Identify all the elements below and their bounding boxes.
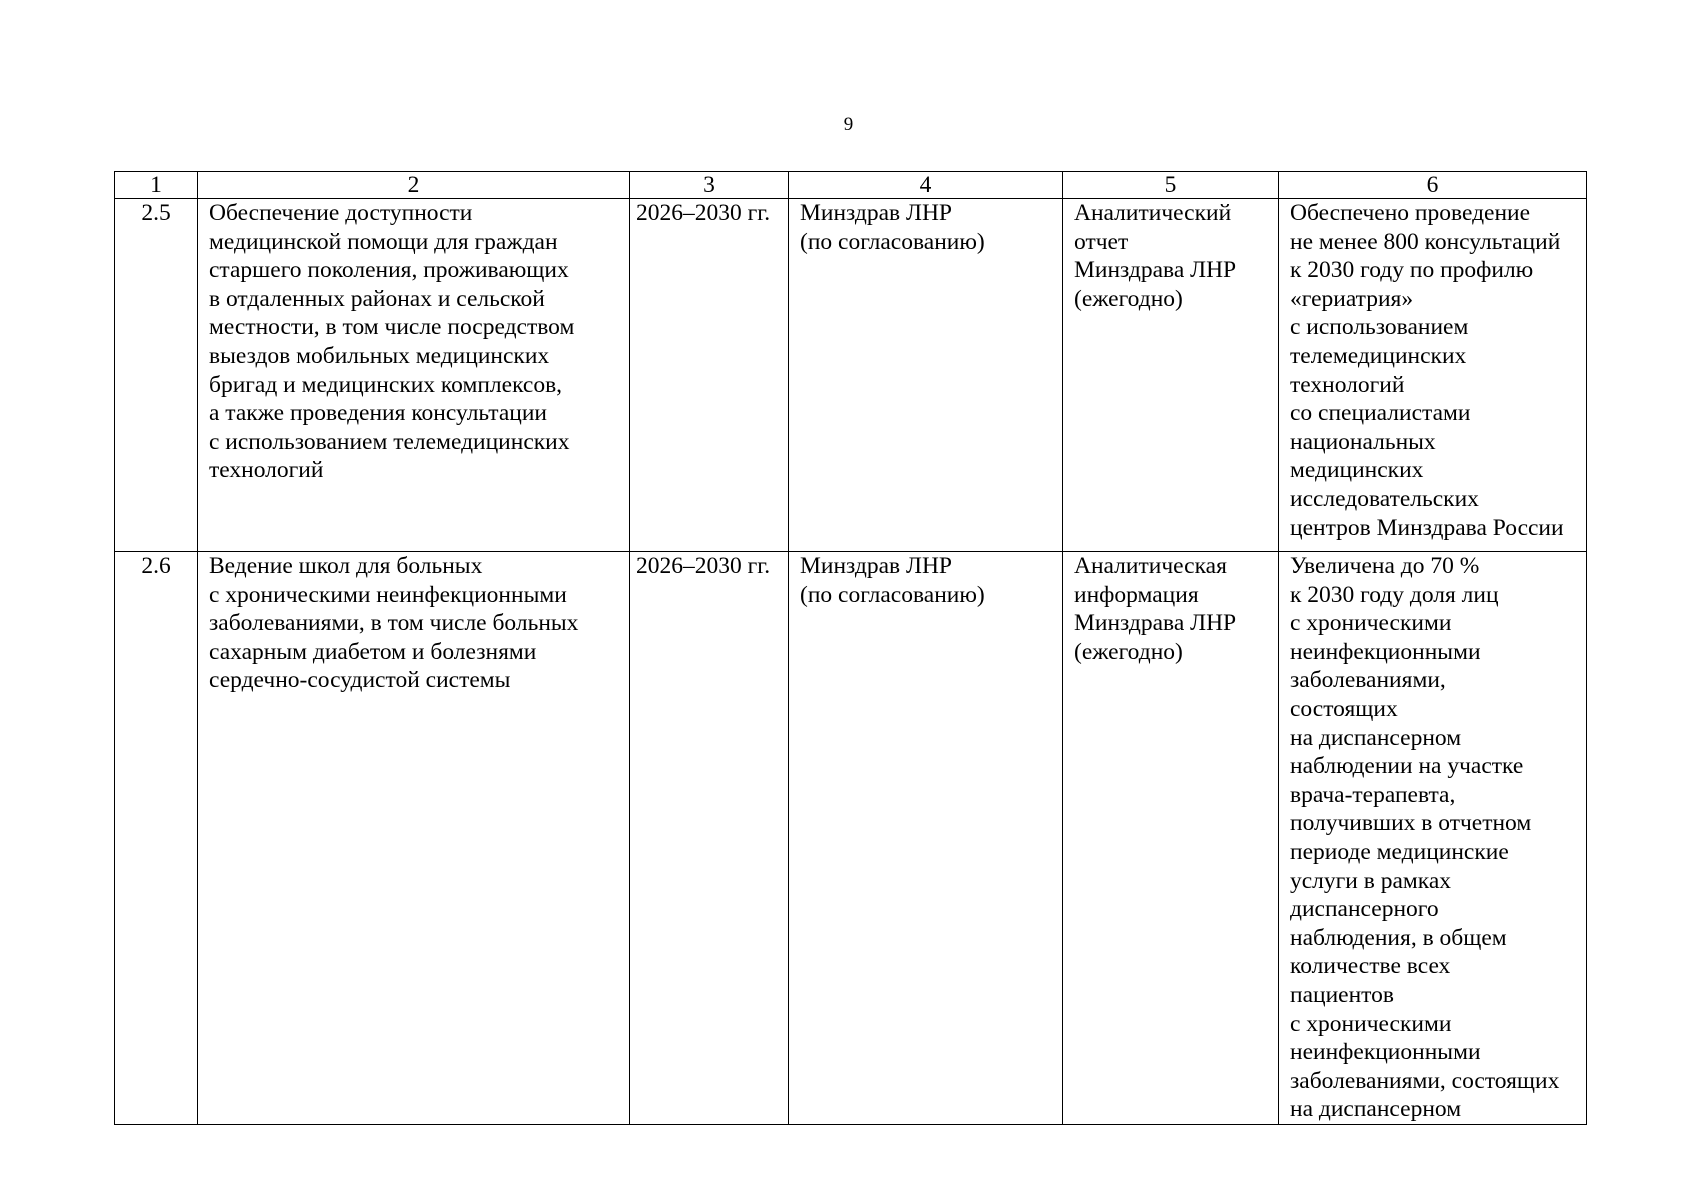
- result-line: состоящих: [1290, 695, 1398, 722]
- activity-line: Ведение школ для больных: [209, 553, 483, 579]
- responsible-line: Минздрав ЛНР: [800, 553, 952, 579]
- result-line: с хроническими: [1290, 610, 1452, 637]
- report-line: отчет: [1074, 228, 1129, 255]
- activity-cell: [198, 552, 630, 1125]
- result-cell: [1279, 552, 1587, 1125]
- result-line: национальных: [1290, 428, 1436, 455]
- result-cell: [1279, 199, 1587, 552]
- activity-cell: [198, 199, 630, 552]
- table-row: [115, 552, 1587, 1125]
- activity-line: в отдаленных районах и сельской: [209, 285, 545, 312]
- result-line: заболеваниями, состоящих: [1290, 1067, 1560, 1094]
- responsible-line: (по согласованию): [800, 581, 985, 608]
- result-line: Увеличена до 70 %: [1290, 553, 1480, 579]
- report-line: (ежегодно): [1074, 638, 1183, 665]
- result-line: медицинских: [1290, 457, 1424, 484]
- responsible-cell: [789, 199, 1063, 552]
- responsible-line: (по согласованию): [800, 228, 985, 255]
- activity-line: а также проведения консультации: [209, 400, 547, 427]
- result-line: получивших в отчетном: [1290, 810, 1532, 837]
- report-line: информация: [1074, 581, 1199, 608]
- report-line: Аналитическая: [1074, 553, 1227, 579]
- result-line: количестве всех: [1290, 953, 1451, 980]
- activity-line: Обеспечение доступности: [209, 200, 473, 226]
- report-line: Аналитический: [1074, 200, 1232, 226]
- period-cell: 2026–2030 гг.: [630, 552, 789, 1125]
- column-header: 2: [198, 172, 630, 199]
- table-header-row: [115, 172, 1587, 199]
- report-cell: [1063, 552, 1279, 1125]
- column-header: 4: [789, 172, 1063, 199]
- result-line: на диспансерном: [1290, 1096, 1462, 1123]
- result-line: на диспансерном: [1290, 724, 1462, 751]
- result-line: с хроническими: [1290, 1010, 1452, 1037]
- result-line: неинфекционными: [1290, 1039, 1481, 1066]
- result-line: Обеспечено проведение: [1290, 200, 1531, 226]
- report-line: Минздрава ЛНР: [1074, 257, 1237, 284]
- activity-line: местности, в том числе посредством: [209, 314, 575, 341]
- responsible-line: Минздрав ЛНР: [800, 200, 952, 226]
- activity-line: сердечно-сосудистой системы: [209, 667, 511, 694]
- result-line: телемедицинских: [1290, 342, 1467, 369]
- row-number: 2.5: [115, 199, 198, 552]
- activity-line: медицинской помощи для граждан: [209, 228, 558, 255]
- report-line: (ежегодно): [1074, 285, 1183, 312]
- report-line: Минздрава ЛНР: [1074, 610, 1237, 637]
- period-cell: 2026–2030 гг.: [630, 199, 789, 552]
- activity-line: выездов мобильных медицинских: [209, 342, 550, 369]
- activity-line: с использованием телемедицинских: [209, 428, 570, 455]
- result-line: исследовательских: [1290, 485, 1479, 512]
- activity-line: сахарным диабетом и болезнями: [209, 638, 537, 665]
- result-line: технологий: [1290, 371, 1405, 398]
- result-line: «гериатрия»: [1290, 285, 1414, 312]
- activities-table: [114, 171, 1587, 1125]
- column-header: 3: [630, 172, 789, 199]
- activity-line: заболеваниями, в том числе больных: [209, 610, 579, 637]
- result-line: наблюдении на участке: [1290, 753, 1524, 780]
- result-line: неинфекционными: [1290, 638, 1481, 665]
- column-header: 6: [1279, 172, 1587, 199]
- row-number: 2.6: [115, 552, 198, 1125]
- result-line: центров Минздрава России: [1290, 514, 1564, 541]
- column-header: 5: [1063, 172, 1279, 199]
- result-line: со специалистами: [1290, 400, 1471, 427]
- activity-line: технологий: [209, 457, 324, 484]
- result-line: диспансерного: [1290, 896, 1439, 923]
- activity-line: старшего поколения, проживающих: [209, 257, 569, 284]
- result-line: услуги в рамках: [1290, 867, 1452, 894]
- report-cell: [1063, 199, 1279, 552]
- result-line: заболеваниями,: [1290, 667, 1446, 694]
- page-number: 9: [843, 114, 854, 135]
- result-line: не менее 800 консультаций: [1290, 228, 1561, 255]
- responsible-cell: [789, 552, 1063, 1125]
- activity-line: бригад и медицинских комплексов,: [209, 371, 563, 398]
- result-line: наблюдения, в общем: [1290, 924, 1507, 951]
- result-line: пациентов: [1290, 981, 1394, 1008]
- activity-line: с хроническими неинфекционными: [209, 581, 567, 608]
- table-row: [115, 199, 1587, 552]
- result-line: с использованием: [1290, 314, 1469, 341]
- result-line: периоде медицинские: [1290, 838, 1509, 865]
- result-line: к 2030 году по профилю: [1290, 257, 1534, 284]
- result-line: врача-терапевта,: [1290, 781, 1456, 808]
- column-header: 1: [115, 172, 198, 199]
- result-line: к 2030 году доля лиц: [1290, 581, 1499, 608]
